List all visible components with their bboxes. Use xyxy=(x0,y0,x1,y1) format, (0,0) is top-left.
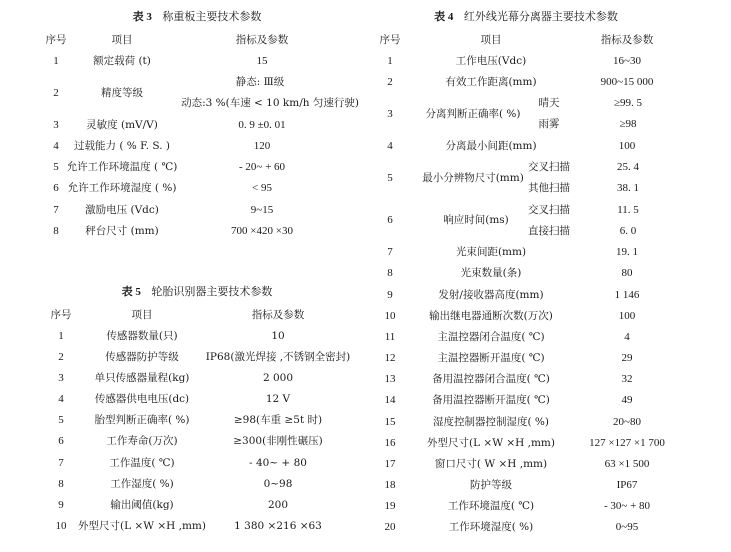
row-item: 湿度控制器控制湿度( %) xyxy=(432,416,550,428)
row-number: 16 xyxy=(384,437,396,449)
header-item: 项目 xyxy=(131,309,153,321)
row-number: 4 xyxy=(58,393,64,405)
row-value: IP68(激光焊接 ,不锈钢全密封) xyxy=(205,351,351,363)
row-subitem: 雨雾 xyxy=(538,118,560,130)
row-number: 6 xyxy=(387,214,393,226)
row-number: 5 xyxy=(58,414,64,426)
row-number: 10 xyxy=(384,310,396,322)
row-number: 1 xyxy=(53,55,59,67)
row-item: 工作电压(Vdc) xyxy=(455,55,527,67)
row-number: 6 xyxy=(58,435,64,447)
row-value: - 30~ + 80 xyxy=(603,500,651,512)
row-item: 输出阈值(kg) xyxy=(110,499,174,511)
row-item: 传感器供电电压(dc) xyxy=(94,393,190,405)
row-value: 25. 4 xyxy=(617,161,639,173)
row-value: 12 V xyxy=(265,393,291,405)
row-value: 11. 5 xyxy=(617,204,639,216)
row-value: ≥98(车重 ≥5t 时) xyxy=(233,414,323,426)
row-number: 8 xyxy=(53,225,59,237)
row-value: 0. 9 ±0. 01 xyxy=(238,119,286,131)
row-item: 过载能力 ( % F. S. ) xyxy=(73,140,171,152)
row-number: 12 xyxy=(384,352,396,364)
row-item: 工作环境湿度( %) xyxy=(448,521,534,533)
row-value: 20~80 xyxy=(613,416,641,428)
row-item: 工作寿命(万次) xyxy=(106,435,178,447)
row-item: 允许工作环境湿度 ( %) xyxy=(67,182,177,194)
row-number: 9 xyxy=(387,289,393,301)
row-subitem: 直接扫描 xyxy=(528,225,570,237)
row-value: 0~95 xyxy=(615,521,639,533)
row-number: 18 xyxy=(384,479,396,491)
row-item: 传感器数量(只) xyxy=(106,330,178,342)
row-value: 静态: Ⅲ级 xyxy=(235,76,285,88)
row-value: - 40~ + 80 xyxy=(249,457,307,469)
header-no: 序号 xyxy=(45,34,67,46)
row-number: 2 xyxy=(387,76,393,88)
row-number: 5 xyxy=(53,161,59,173)
row-number: 7 xyxy=(387,246,393,258)
row-item: 工作湿度( %) xyxy=(110,478,174,490)
row-value: 38. 1 xyxy=(617,182,639,194)
row-number: 15 xyxy=(384,416,396,428)
row-item: 响应时间(ms) xyxy=(443,214,509,226)
row-number: 4 xyxy=(53,140,59,152)
row-value: 2 000 xyxy=(262,372,294,384)
row-value: ≥99. 5 xyxy=(613,97,643,109)
row-number: 11 xyxy=(384,331,396,343)
row-value: 63 ×1 500 xyxy=(604,458,650,470)
row-value: 900~15 000 xyxy=(600,76,654,88)
row-number: 7 xyxy=(58,457,64,469)
row-number: 3 xyxy=(387,108,393,120)
row-item: 光束间距(mm) xyxy=(455,246,527,258)
table-5-number: 表 5 xyxy=(121,286,141,298)
row-number: 9 xyxy=(58,499,64,511)
row-subitem: 晴天 xyxy=(538,97,560,109)
row-value: ≥300(非刚性碾压) xyxy=(233,435,323,447)
table-5-caption: 轮胎识别器主要技术参数 xyxy=(151,285,273,298)
header-value: 指标及参数 xyxy=(251,309,305,321)
row-value: 19. 1 xyxy=(616,246,638,258)
row-number: 3 xyxy=(53,119,59,131)
row-number: 20 xyxy=(384,521,396,533)
row-number: 1 xyxy=(387,55,393,67)
row-item: 光束数量(条) xyxy=(460,267,522,279)
row-item: 胎型判断正确率( %) xyxy=(94,414,190,426)
row-value: 6. 0 xyxy=(619,225,637,237)
row-item: 备用温控器断开温度( ℃) xyxy=(432,394,550,406)
table-4-number: 表 4 xyxy=(434,11,454,23)
row-value: 49 xyxy=(621,394,633,406)
row-value: 80 xyxy=(621,267,633,279)
header-no: 序号 xyxy=(50,309,72,321)
row-value: IP67 xyxy=(616,479,638,491)
row-value: 15 xyxy=(256,55,268,67)
row-item: 允许工作环境温度 ( ℃) xyxy=(66,161,178,173)
row-value: 9~15 xyxy=(250,204,274,216)
row-item: 工作环境温度( ℃) xyxy=(447,500,535,512)
row-item: 单只传感器量程(kg) xyxy=(94,372,190,384)
row-subitem: 其他扫描 xyxy=(528,182,570,194)
table-3-caption: 称重板主要技术参数 xyxy=(162,10,262,23)
row-value: - 20~ + 60 xyxy=(238,161,286,173)
row-value: 100 xyxy=(618,310,636,322)
row-item: 外型尺寸(L ×W ×H ,mm) xyxy=(78,520,206,532)
row-number: 6 xyxy=(53,182,59,194)
row-item: 发射/接收器高度(mm) xyxy=(438,289,544,301)
table-4-caption: 红外线光幕分离器主要技术参数 xyxy=(463,10,618,23)
row-item: 有效工作距离(mm) xyxy=(445,76,537,88)
row-item: 额定载荷 (t) xyxy=(93,55,151,67)
header-no: 序号 xyxy=(379,34,401,46)
row-item: 外型尺寸(L ×W ×H ,mm) xyxy=(427,437,555,449)
row-value: 127 ×127 ×1 700 xyxy=(589,437,665,449)
row-number: 5 xyxy=(387,172,393,184)
row-value: 10 xyxy=(271,330,285,342)
row-number: 1 xyxy=(58,330,64,342)
row-value: 1 380 ×216 ×63 xyxy=(234,520,322,532)
header-item: 项目 xyxy=(111,34,133,46)
row-item: 备用温控器闭合温度( ℃) xyxy=(432,373,550,385)
row-value: 29 xyxy=(621,352,633,364)
row-value: < 95 xyxy=(252,182,272,194)
table-3-number: 表 3 xyxy=(132,11,152,23)
row-item: 灵敏度 (mV/V) xyxy=(86,119,158,131)
row-number: 3 xyxy=(58,372,64,384)
row-number: 2 xyxy=(53,87,59,99)
row-number: 2 xyxy=(58,351,64,363)
table-4-title xyxy=(434,10,618,24)
row-number: 8 xyxy=(387,267,393,279)
row-value: 32 xyxy=(621,373,633,385)
row-number: 13 xyxy=(384,373,396,385)
row-value: 100 xyxy=(618,140,636,152)
row-number: 17 xyxy=(384,458,396,470)
row-value: ≥98 xyxy=(619,118,637,130)
row-item: 主温控器闭合温度( ℃) xyxy=(437,331,545,343)
row-number: 14 xyxy=(384,394,396,406)
row-item: 分离最小间距(mm) xyxy=(445,140,537,152)
row-number: 8 xyxy=(58,478,64,490)
row-value: 16~30 xyxy=(613,55,641,67)
row-value: 1 146 xyxy=(614,289,640,301)
row-item: 主温控器断开温度( ℃) xyxy=(437,352,545,364)
row-item: 窗口尺寸( W ×H ,mm) xyxy=(434,458,548,470)
row-value: 200 xyxy=(267,499,289,511)
row-item: 传感器防护等级 xyxy=(105,351,179,363)
header-value: 指标及参数 xyxy=(235,34,289,46)
row-item: 分离判断正确率( %) xyxy=(425,108,521,120)
row-number: 7 xyxy=(53,204,59,216)
row-item: 工作温度( ℃) xyxy=(109,457,175,469)
row-subitem: 交叉扫描 xyxy=(528,161,570,173)
table-5-title xyxy=(122,285,273,299)
row-item: 输出继电器通断次数(万次) xyxy=(429,310,553,322)
row-number: 4 xyxy=(387,140,393,152)
row-value: 4 xyxy=(624,331,630,343)
row-number: 10 xyxy=(55,520,67,532)
row-value: 0~98 xyxy=(263,478,293,490)
header-value: 指标及参数 xyxy=(600,34,654,46)
table-3-title xyxy=(133,10,262,24)
row-item: 防护等级 xyxy=(470,479,512,491)
row-item: 秤台尺寸 (mm) xyxy=(85,225,159,237)
row-item: 最小分辨物尺寸(mm) xyxy=(422,172,524,184)
row-number: 19 xyxy=(384,500,396,512)
row-item: 激励电压 (Vdc) xyxy=(85,204,159,216)
header-item: 项目 xyxy=(480,34,502,46)
row-value-secondary: 动态:3 %(车速 < 10 km/h 匀速行驶) xyxy=(181,97,359,109)
row-value: 700 ×420 ×30 xyxy=(231,225,293,237)
row-subitem: 交叉扫描 xyxy=(528,204,570,216)
row-value: 120 xyxy=(253,140,271,152)
row-item: 精度等级 xyxy=(101,87,143,99)
